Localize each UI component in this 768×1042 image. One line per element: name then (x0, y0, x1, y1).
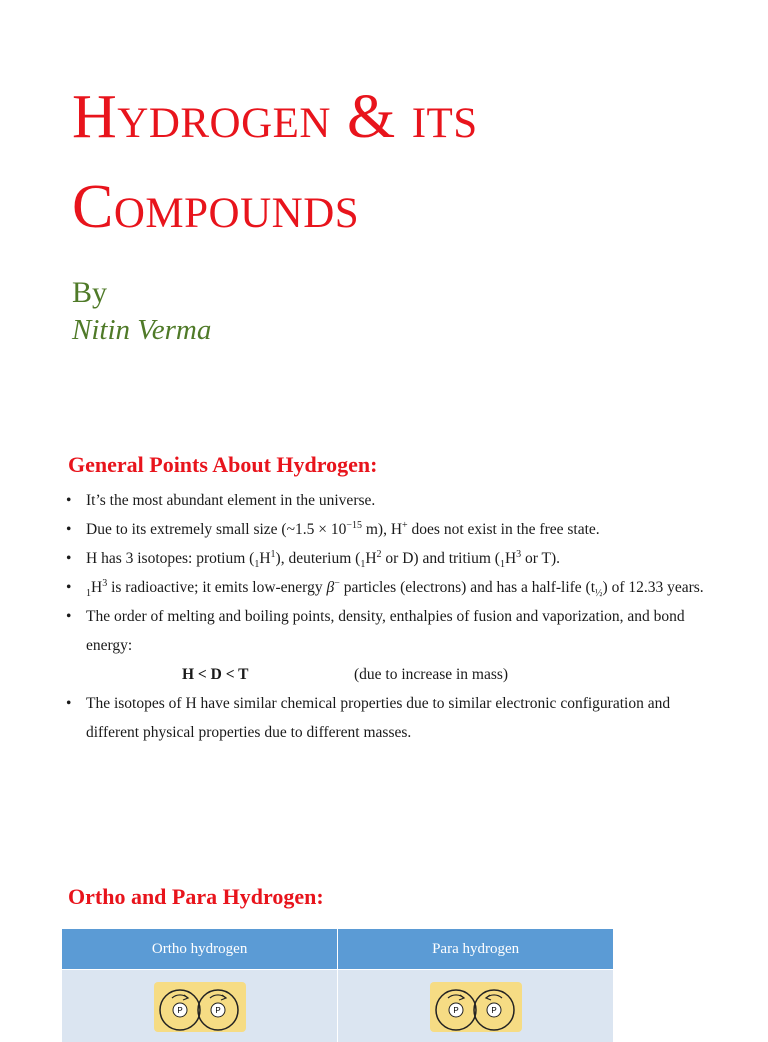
nucleus-label: P (491, 1006, 496, 1015)
author-name: Nitin Verma (72, 314, 211, 347)
list-item: • H has 3 isotopes: protium $(_1H^1)$, deuterium ($_1H^2$ or D) and tritium ($_1H^3$ or T). (66, 544, 716, 573)
list-item: • The order of melting and boiling points, density, enthalpies of fusion and vaporization, and bond energy: (66, 602, 716, 660)
para-diagram-cell (338, 970, 614, 1042)
ortho-diagram-cell (62, 970, 338, 1042)
isotope-order-note: (due to increase in mass) (354, 666, 508, 683)
title-line-1: Hydrogen & its (72, 72, 478, 162)
byline-by: By (72, 276, 107, 310)
nucleus-label: P (215, 1006, 220, 1015)
table-header-para: Para hydrogen (338, 929, 614, 970)
section-heading-ortho-para: Ortho and Para Hydrogen: (68, 884, 324, 910)
list-item: • Due to its extremely small size (~1.5 × $10^{-15}$ m), H+ does not exist in the free state. (66, 515, 716, 544)
general-points-list (66, 486, 716, 747)
para-spin-diagram (426, 974, 526, 1034)
title-line-2: Compounds (72, 162, 478, 252)
isotope-order-row (66, 660, 716, 689)
list-item: • It’s the most abundant element in the universe. (66, 486, 716, 515)
ortho-para-table (62, 929, 614, 1042)
list-item: • $_1H^3$ is radioactive; it emits low-energy β− particles (electrons) and has a half-life $(t_{\frac{1}{2}})$ of 12.33 years. (66, 573, 716, 602)
nucleus-label: P (177, 1006, 182, 1015)
isotope-order: H < D < T (182, 660, 354, 689)
document-title (72, 72, 478, 252)
ortho-spin-diagram (150, 974, 250, 1034)
table-header-ortho: Ortho hydrogen (62, 929, 338, 970)
section-heading-general: General Points About Hydrogen: (68, 452, 377, 478)
nucleus-label: P (453, 1006, 458, 1015)
list-item: • The isotopes of H have similar chemical properties due to similar electronic configuration and different physical properties due to different masses. (66, 689, 716, 747)
